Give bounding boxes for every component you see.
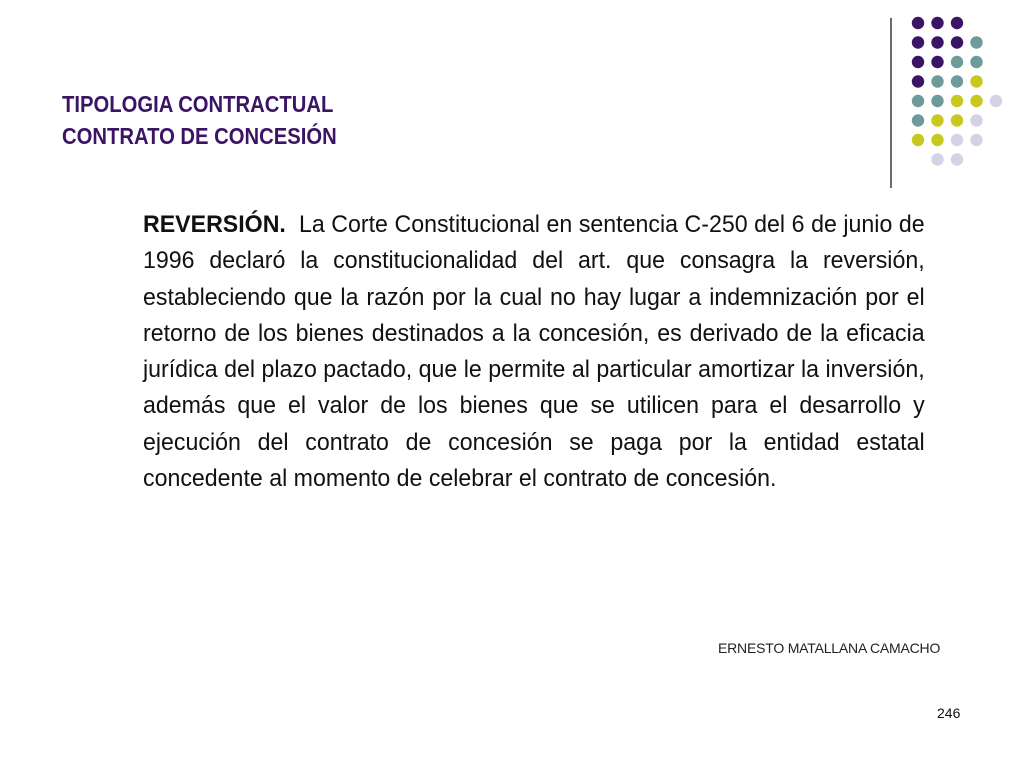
title-line-1: TIPOLOGIA CONTRACTUAL (62, 91, 334, 117)
decorative-dot (951, 75, 963, 87)
decorative-dot (931, 114, 943, 126)
decorative-dot (951, 134, 963, 146)
body-paragraph (143, 207, 925, 497)
decorative-dot (970, 114, 982, 126)
decorative-dot (912, 17, 924, 29)
decorative-dot (912, 56, 924, 68)
decorative-dot (912, 95, 924, 107)
decorative-dot (970, 36, 982, 48)
decorative-dot (970, 75, 982, 87)
decorative-dot (912, 75, 924, 87)
decorative-dot (951, 36, 963, 48)
vertical-divider (890, 18, 892, 188)
decorative-dot (912, 114, 924, 126)
decorative-dot (951, 114, 963, 126)
decorative-dot (931, 153, 943, 165)
slide-title (62, 88, 337, 152)
decorative-dot (951, 17, 963, 29)
decorative-dot (931, 75, 943, 87)
decorative-dot (970, 56, 982, 68)
decorative-dot (912, 134, 924, 146)
decorative-dot (931, 17, 943, 29)
decorative-dot (951, 153, 963, 165)
decorative-dot (970, 134, 982, 146)
body-text: La Corte Constitucional en sentencia C-250 del 6 de junio de 1996 declaró la constitucionalidad del art. que consagra la reversión, estableciendo que la razón por la cual no hay lugar a indemnización por el retorno de los bienes destinados a la concesión, es derivado de la eficacia jurídica del plazo pactado, que le permite al particular amortizar la inversión, además que el valor de los bienes que se utilicen para el desarrollo y ejecución del contrato de concesión se paga por la entidad estatal concedente al momento de celebrar el contrato de concesión. (143, 211, 925, 493)
lead-term: REVERSIÓN. (143, 211, 286, 238)
decorative-dot (951, 56, 963, 68)
decorative-dot (931, 95, 943, 107)
decorative-dot (951, 95, 963, 107)
author-name: ERNESTO MATALLANA CAMACHO (718, 640, 941, 656)
decorative-dot (931, 134, 943, 146)
title-line-2: CONTRATO DE CONCESIÓN (62, 123, 337, 149)
decorative-dot (970, 95, 982, 107)
decorative-dot (931, 56, 943, 68)
decorative-dot (931, 36, 943, 48)
slide-number: 246 (937, 705, 961, 721)
decorative-dot (990, 95, 1002, 107)
decorative-dot (912, 36, 924, 48)
